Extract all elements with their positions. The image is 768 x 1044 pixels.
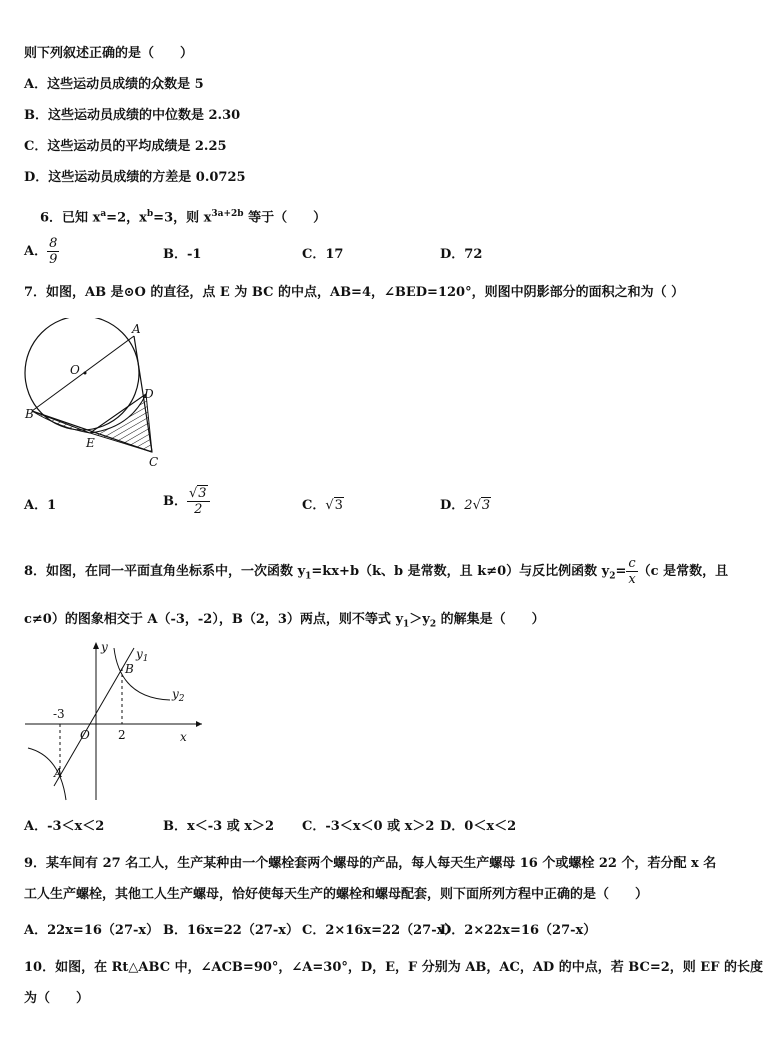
q6-option-a-fraction	[47, 236, 59, 267]
q8-stem-line1	[24, 556, 728, 592]
q8-label-y2-main: y	[172, 687, 179, 701]
q5-option-c: C．这些运动员的平均成绩是 2.25	[24, 139, 227, 154]
q7-option-b-den: 2	[194, 502, 203, 517]
q10-stem-line1: 10．如图，在 Rt△ABC 中，∠ACB=90°，∠A=30°，D，E，F 分别为 AB，AC，AD 的中点，若 BC=2，则 EF 的长度	[24, 960, 763, 975]
q6-frac-num: 8	[49, 236, 58, 251]
q6-option-c: C．17	[302, 247, 344, 262]
q8-fraction	[626, 556, 637, 587]
q8-stem-eq: =	[615, 564, 627, 579]
q7-label-b: B	[25, 407, 34, 421]
q8-point-a-label: A	[54, 766, 63, 780]
q8-frac-num: c	[628, 556, 636, 571]
q6-sup-exp: 3a+2b	[211, 209, 244, 219]
q8-stem-line2	[24, 611, 545, 634]
q8-line2-pre: c≠0）的图象相交于 A（-3，-2），B（2，3）两点，则不等式 y	[24, 612, 404, 627]
q7-label-c: C	[149, 455, 159, 469]
q5-option-b: B．这些运动员成绩的中位数是 2.30	[24, 108, 241, 123]
q6-stem-mid1: =2，x	[106, 210, 147, 226]
q6-option-d: D．72	[440, 247, 483, 262]
q8-graph	[20, 638, 205, 803]
q5-option-a: A．这些运动员成绩的众数是 5	[24, 77, 204, 92]
q7-option-b-num: √3	[187, 486, 210, 502]
q8-tick-neg3: -3	[53, 707, 65, 721]
q6-frac-den: 9	[49, 252, 58, 267]
q6-stem-pre: 6．已知 x	[40, 210, 101, 226]
q7-option-c	[302, 497, 344, 515]
q9-stem-line1: 9．某车间有 27 名工人，生产某种由一个螺栓套两个螺母的产品，每人每天生产螺母 16 个或螺栓 22 个，若分配 x 名	[24, 856, 717, 871]
q9-option-c: C．2×16x=22（27-x）	[302, 923, 458, 938]
q8-x-axis-arrow	[196, 721, 202, 727]
q8-line2-post: 的解集是（ ）	[436, 612, 545, 627]
q5-stem: 则下列叙述正确的是（ ）	[24, 46, 194, 61]
q5-option-d: D．这些运动员成绩的方差是 0.0725	[24, 170, 246, 185]
q8-option-c: C．-3＜x＜0 或 x＞2	[302, 819, 435, 834]
q9-option-b: B．16x=22（27-x）	[163, 923, 300, 938]
q7-option-d-label: D．	[440, 498, 465, 513]
q8-label-x-axis: x	[180, 730, 187, 744]
q8-option-a: A．-3＜x＜2	[24, 819, 105, 834]
q8-option-d: D．0＜x＜2	[440, 819, 517, 834]
q7-figure	[20, 318, 170, 473]
q8-stem-post: （c 是常数，且	[637, 564, 729, 579]
q8-label-y2	[171, 687, 185, 704]
q6-option-a-label: A．	[24, 244, 48, 259]
q6-option-a	[24, 236, 59, 267]
q6-sup-b: b	[146, 209, 154, 219]
q7-option-d-rad: 3	[481, 498, 491, 513]
q7-option-b-fraction	[187, 486, 210, 517]
q6-stem-post: 等于（ ）	[243, 210, 327, 226]
q8-sub1: 1	[305, 571, 312, 582]
q8-label-y1-sub: 1	[142, 654, 149, 664]
q7-option-d-coef: 2	[464, 498, 473, 513]
q7-label-a: A	[132, 322, 141, 336]
q6-stem	[40, 205, 326, 227]
q7-option-d	[440, 497, 491, 515]
q8-line2-sub1: 1	[403, 619, 410, 630]
q8-y-axis-arrow	[93, 642, 99, 649]
q8-label-y2-sub: 2	[178, 694, 185, 704]
q8-frac-den: x	[628, 572, 636, 587]
q9-option-a: A．22x=16（27-x）	[24, 923, 160, 938]
q8-option-b: B．x＜-3 或 x＞2	[163, 819, 275, 834]
q8-label-y-axis: y	[101, 640, 108, 654]
q8-tick-2: 2	[118, 728, 126, 742]
q8-label-origin: O	[80, 728, 90, 742]
q8-point-b-label: B	[125, 662, 134, 676]
q7-option-d-sqrt: 2√3	[464, 498, 491, 513]
q7-option-b-label: B．	[163, 494, 187, 509]
q7-option-b	[163, 486, 210, 517]
q7-option-c-label: C．	[302, 498, 326, 513]
q9-option-d: D．2×22x=16（27-x）	[440, 923, 597, 938]
q7-option-a: A．1	[24, 498, 57, 513]
q8-stem-pre: 8．如图，在同一平面直角坐标系中，一次函数 y	[24, 564, 306, 579]
q7-line-ab	[32, 336, 134, 411]
q6-option-b: B．-1	[163, 247, 202, 262]
q8-label-y1-main: y	[136, 647, 143, 661]
q8-stem-mid: =kx+b（k、b 是常数，且 k≠0）与反比例函数 y	[311, 564, 610, 579]
q7-option-c-rad: 3	[334, 498, 343, 513]
q8-label-y1	[135, 647, 149, 664]
q7-point-o	[84, 372, 87, 375]
q8-line2-sub2: 2	[429, 619, 437, 630]
q7-option-b-rad: 3	[198, 486, 207, 501]
q8-line2-gt: ＞y	[409, 612, 430, 627]
q6-sup-a: a	[100, 209, 107, 219]
q7-label-o: O	[70, 363, 80, 377]
q8-sub2: 2	[609, 571, 616, 582]
q7-stem: 7．如图，AB 是⊙O 的直径，点 E 为 BC 的中点，AB=4，∠BED=120°，则图中阴影部分的面积之和为（ ）	[24, 285, 685, 300]
q10-stem-line2: 为（ ）	[24, 991, 90, 1006]
q7-option-c-sqrt: √3	[325, 498, 343, 513]
q7-label-d: D	[144, 387, 154, 401]
q9-stem-line2: 工人生产螺栓，其他工人生产螺母，恰好使每天生产的螺栓和螺母配套，则下面所列方程中正确的是（ ）	[24, 887, 649, 902]
q6-stem-mid2: =3，则 x	[153, 210, 212, 226]
q7-label-e: E	[86, 436, 95, 450]
q7-shaded-right	[90, 394, 152, 452]
